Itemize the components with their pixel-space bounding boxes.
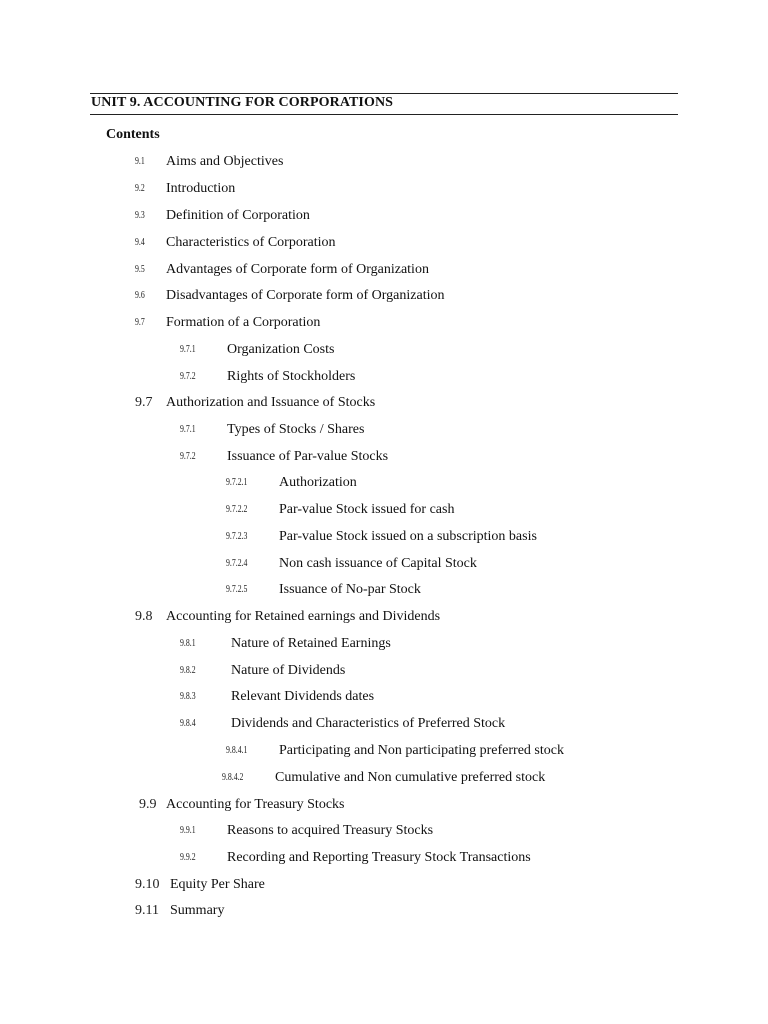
toc-entry-number: 9.9.2 — [180, 852, 196, 863]
toc-entry-label: Participating and Non participating preferred stock — [279, 743, 564, 758]
toc-entry-number: 9.8.4.1 — [226, 745, 248, 756]
toc-entry-number: 9.8.4 — [180, 718, 196, 729]
toc-entry-number: 9.8.3 — [180, 691, 196, 702]
toc-entry — [0, 797, 768, 815]
toc-entry-number: 9.7.2.2 — [226, 504, 248, 515]
toc-entry-label: Par-value Stock issued on a subscription basis — [279, 529, 537, 544]
toc-entry-number: 9.7.2 — [180, 451, 196, 462]
toc-entry-label: Relevant Dividends dates — [231, 689, 375, 704]
toc-entry — [0, 154, 768, 172]
toc-entry — [0, 288, 768, 306]
toc-entry-number: 9.8.4.2 — [222, 772, 244, 783]
toc-entry-label: Introduction — [166, 181, 236, 196]
toc-entry — [0, 529, 768, 547]
toc-entry — [0, 449, 768, 467]
toc-entry-label: Nature of Dividends — [231, 663, 346, 678]
toc-entry-label: Equity Per Share — [170, 877, 265, 892]
toc-entry-number: 9.7.2.5 — [226, 584, 248, 595]
toc-entry-label: Reasons to acquired Treasury Stocks — [227, 823, 434, 838]
toc-entry-number: 9.3 — [135, 210, 145, 221]
title-bottom-rule — [90, 114, 678, 115]
toc-entry-number: 9.7 — [135, 317, 145, 328]
toc-entry — [0, 369, 768, 387]
toc-entry-number: 9.11 — [135, 903, 159, 918]
toc-entry — [0, 663, 768, 681]
toc-entry — [0, 770, 768, 788]
toc-entry — [0, 636, 768, 654]
toc-entry — [0, 582, 768, 600]
toc-entry-number: 9.9 — [139, 797, 157, 812]
toc-entry-label: Issuance of No-par Stock — [279, 582, 421, 597]
toc-entry — [0, 315, 768, 333]
toc-entry — [0, 556, 768, 574]
toc-entry-number: 9.7.2.4 — [226, 558, 248, 569]
toc-entry-number: 9.8 — [135, 609, 153, 624]
toc-entry — [0, 823, 768, 841]
toc-entry-label: Accounting for Treasury Stocks — [166, 797, 345, 812]
toc-entry — [0, 181, 768, 199]
toc-entry-number: 9.7.2.3 — [226, 531, 248, 542]
toc-entry-label: Accounting for Retained earnings and Dividends — [166, 609, 441, 624]
toc-entry-label: Characteristics of Corporation — [166, 235, 336, 250]
toc-entry-label: Formation of a Corporation — [166, 315, 321, 330]
toc-entry-number: 9.7 — [135, 395, 153, 410]
toc-entry-label: Dividends and Characteristics of Preferred Stock — [231, 716, 506, 731]
title-top-rule — [90, 93, 678, 94]
toc-entry-number: 9.7.1 — [180, 344, 196, 355]
toc-entry — [0, 689, 768, 707]
contents-heading: Contents — [106, 127, 160, 142]
toc-entry — [0, 850, 768, 868]
toc-entry-label: Cumulative and Non cumulative preferred stock — [275, 770, 546, 785]
toc-entry-label: Nature of Retained Earnings — [231, 636, 391, 651]
toc-entry-number: 9.1 — [135, 156, 145, 167]
toc-entry-number: 9.7.2 — [180, 371, 196, 382]
toc-entry — [0, 475, 768, 493]
toc-entry-number: 9.8.1 — [180, 638, 196, 649]
toc-entry-label: Advantages of Corporate form of Organization — [166, 262, 429, 277]
toc-entry-label: Aims and Objectives — [166, 154, 284, 169]
toc-entry-number: 9.2 — [135, 183, 145, 194]
toc-entry-label: Definition of Corporation — [166, 208, 310, 223]
toc-entry-label: Summary — [170, 903, 225, 918]
toc-entry-label: Organization Costs — [227, 342, 335, 357]
toc-entry-number: 9.6 — [135, 290, 145, 301]
toc-entry — [0, 262, 768, 280]
toc-entry-label: Authorization — [279, 475, 357, 490]
toc-entry — [0, 743, 768, 761]
toc-entry-number: 9.4 — [135, 237, 145, 248]
toc-entry — [0, 502, 768, 520]
toc-entry-number: 9.5 — [135, 264, 145, 275]
toc-entry — [0, 877, 768, 895]
toc-entry-number: 9.7.2.1 — [226, 477, 248, 488]
toc-entry — [0, 422, 768, 440]
toc-entry-label: Recording and Reporting Treasury Stock Transactions — [227, 850, 531, 865]
toc-entry-label: Rights of Stockholders — [227, 369, 356, 384]
toc-entry — [0, 395, 768, 413]
toc-entry — [0, 903, 768, 921]
toc-entry-label: Types of Stocks / Shares — [227, 422, 365, 437]
toc-entry-label: Par-value Stock issued for cash — [279, 502, 455, 517]
toc-entry-number: 9.8.2 — [180, 665, 196, 676]
toc-entry-label: Non cash issuance of Capital Stock — [279, 556, 477, 571]
toc-entry-number: 9.9.1 — [180, 825, 196, 836]
toc-entry — [0, 609, 768, 627]
toc-entry — [0, 208, 768, 226]
unit-title: UNIT 9. ACCOUNTING FOR CORPORATIONS — [91, 95, 394, 110]
toc-entry-number: 9.10 — [135, 877, 160, 892]
toc-entry — [0, 235, 768, 253]
toc-entry-label: Disadvantages of Corporate form of Organization — [166, 288, 445, 303]
toc-entry-number: 9.7.1 — [180, 424, 196, 435]
toc-entry — [0, 342, 768, 360]
toc-entry-label: Authorization and Issuance of Stocks — [166, 395, 376, 410]
toc-entry — [0, 716, 768, 734]
toc-entry-label: Issuance of Par-value Stocks — [227, 449, 389, 464]
